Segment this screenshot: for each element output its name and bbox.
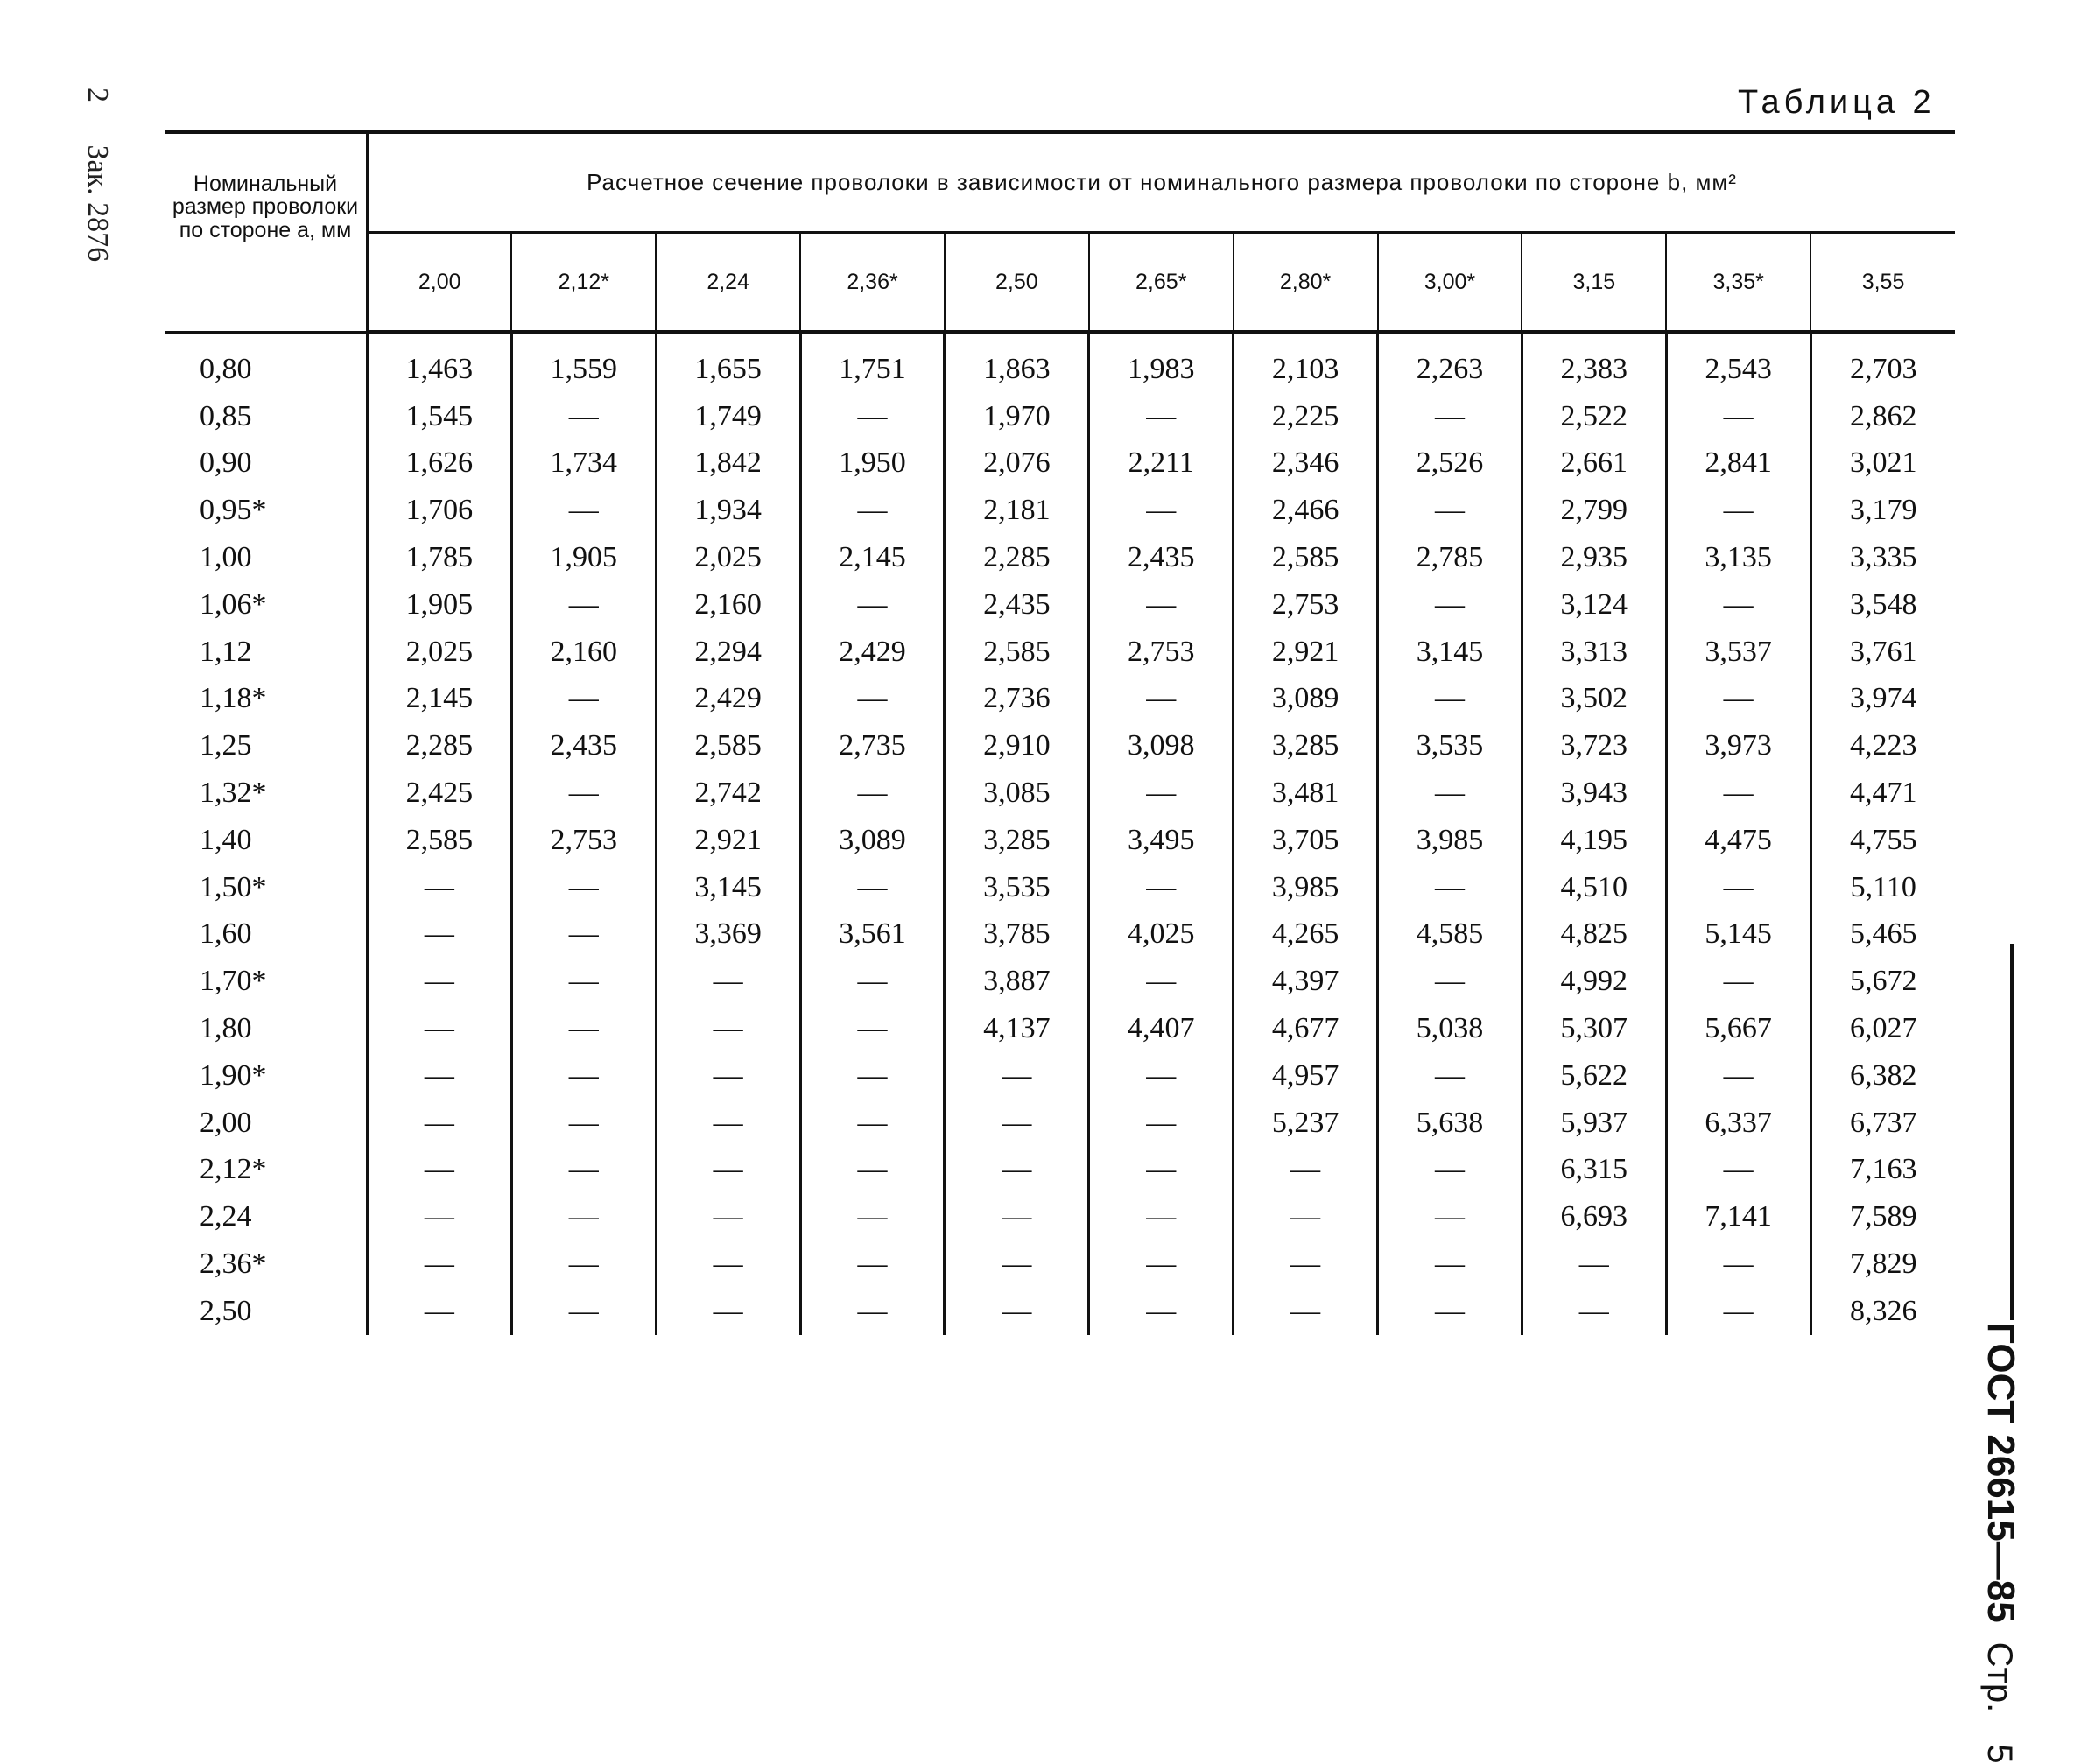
section-value: 2,799 (1522, 487, 1666, 534)
table-title: Таблица 2 (1738, 84, 1936, 121)
row-size-a: 1,80 (165, 1005, 368, 1052)
column-header: 3,00* (1378, 233, 1522, 333)
section-value: 3,124 (1522, 581, 1666, 629)
corner-header: Номинальный размер проволоки по стороне a, мм (165, 132, 368, 332)
section-value: 2,522 (1522, 393, 1666, 440)
section-value: 3,887 (945, 958, 1089, 1005)
section-value: — (1089, 676, 1234, 723)
section-value: — (1234, 1147, 1378, 1194)
column-header: 2,50 (945, 233, 1089, 333)
row-size-a: 1,90* (165, 1052, 368, 1100)
section-value: — (1666, 864, 1810, 911)
section-value: 2,435 (511, 722, 656, 770)
row-size-a: 1,60 (165, 911, 368, 959)
row-size-a: 2,24 (165, 1193, 368, 1240)
section-value: — (1378, 1193, 1522, 1240)
section-value: — (511, 487, 656, 534)
section-value: 1,905 (405, 587, 474, 621)
table-row (165, 1288, 1955, 1335)
section-value: 5,622 (1522, 1052, 1666, 1100)
section-value: — (511, 1052, 656, 1100)
table-row (165, 1100, 1955, 1147)
section-value: — (424, 917, 454, 951)
section-value: 2,429 (800, 629, 945, 676)
section-value: 4,585 (1378, 911, 1522, 959)
section-value: 4,957 (1234, 1052, 1378, 1100)
section-value: 2,435 (1089, 534, 1234, 581)
left-margin-annotation (81, 88, 114, 297)
section-value: 3,761 (1810, 629, 1955, 676)
table-row (165, 581, 1955, 629)
section-value: 3,021 (1810, 440, 1955, 488)
table-row (165, 629, 1955, 676)
section-value: 2,735 (800, 722, 945, 770)
table-row (165, 817, 1955, 864)
section-value: — (1089, 1147, 1234, 1194)
section-value: 1,655 (656, 332, 800, 393)
section-value: 3,335 (1810, 534, 1955, 581)
section-value: 3,502 (1522, 676, 1666, 723)
section-value: 5,038 (1378, 1005, 1522, 1052)
section-value: 3,285 (1234, 722, 1378, 770)
row-size-a: 0,80 (165, 332, 368, 393)
section-value: 6,693 (1522, 1193, 1666, 1240)
section-value: 4,677 (1234, 1005, 1378, 1052)
section-value: 5,638 (1378, 1100, 1522, 1147)
row-size-a: 2,36* (165, 1240, 368, 1288)
section-value: — (424, 1012, 454, 1045)
row-size-a: 1,32* (165, 770, 368, 817)
section-value: 1,751 (800, 332, 945, 393)
table-row (165, 864, 1955, 911)
row-size-a: 1,18* (165, 676, 368, 723)
section-value: — (1089, 958, 1234, 1005)
section-value: 2,160 (511, 629, 656, 676)
column-header: 2,00 (368, 233, 512, 333)
section-value: — (800, 958, 945, 1005)
section-value: — (424, 1153, 454, 1186)
table-row (165, 534, 1955, 581)
section-value: 2,585 (1234, 534, 1378, 581)
section-value: — (1666, 1240, 1810, 1288)
section-value: 5,237 (1234, 1100, 1378, 1147)
section-value: — (1234, 1240, 1378, 1288)
section-value: 2,736 (945, 676, 1089, 723)
section-value: — (800, 770, 945, 817)
section-value: — (800, 393, 945, 440)
section-value: — (1089, 1240, 1234, 1288)
section-value: 2,585 (945, 629, 1089, 676)
section-value: — (1378, 1288, 1522, 1335)
section-value: 3,537 (1666, 629, 1810, 676)
section-value: 5,465 (1810, 911, 1955, 959)
section-value: 1,785 (405, 541, 474, 574)
section-value: 3,723 (1522, 722, 1666, 770)
section-value: 3,089 (1234, 676, 1378, 723)
section-value: 1,983 (1089, 332, 1234, 393)
section-value: — (656, 1193, 800, 1240)
section-value: — (1666, 487, 1810, 534)
section-value: — (424, 1294, 454, 1327)
section-value: 4,223 (1810, 722, 1955, 770)
section-value: 7,589 (1810, 1193, 1955, 1240)
section-value: — (1378, 864, 1522, 911)
section-value: 3,145 (656, 864, 800, 911)
section-value: 4,397 (1234, 958, 1378, 1005)
section-value: 3,985 (1234, 864, 1378, 911)
section-value: — (1666, 1147, 1810, 1194)
section-value: 4,025 (1089, 911, 1234, 959)
section-value: 2,435 (945, 581, 1089, 629)
table-row (165, 911, 1955, 959)
section-value: — (1666, 393, 1810, 440)
table-row (165, 487, 1955, 534)
section-value: — (1522, 1288, 1666, 1335)
section-value: 4,755 (1810, 817, 1955, 864)
table-row (165, 770, 1955, 817)
table-row (165, 1240, 1955, 1288)
section-value: — (800, 1147, 945, 1194)
section-value: 2,935 (1522, 534, 1666, 581)
section-value: 3,481 (1234, 770, 1378, 817)
section-value: 2,425 (405, 777, 474, 810)
section-value: 3,285 (945, 817, 1089, 864)
section-value: — (1378, 770, 1522, 817)
section-value: — (511, 676, 656, 723)
section-value: — (511, 1288, 656, 1335)
section-value: — (656, 958, 800, 1005)
section-value: 2,346 (1234, 440, 1378, 488)
section-value: — (1666, 581, 1810, 629)
section-value: 1,734 (511, 440, 656, 488)
section-value: 2,145 (800, 534, 945, 581)
section-value: 4,992 (1522, 958, 1666, 1005)
section-value: 2,383 (1522, 332, 1666, 393)
column-header: 2,65* (1089, 233, 1234, 333)
section-value: — (1089, 770, 1234, 817)
section-value: 2,753 (1089, 629, 1234, 676)
section-value: — (656, 1052, 800, 1100)
section-value: 6,737 (1810, 1100, 1955, 1147)
section-value: — (945, 1240, 1089, 1288)
section-value: 2,076 (945, 440, 1089, 488)
section-value: — (656, 1100, 800, 1147)
section-value: — (800, 1005, 945, 1052)
section-value: 2,921 (656, 817, 800, 864)
section-value: 3,974 (1810, 676, 1955, 723)
section-value: 2,285 (405, 729, 474, 763)
section-value: — (1666, 1052, 1810, 1100)
table-row (165, 1147, 1955, 1194)
section-value: 2,526 (1378, 440, 1522, 488)
page-number-right: 5 (1980, 1744, 2019, 1764)
section-value: 1,749 (656, 393, 800, 440)
section-value: — (800, 1240, 945, 1288)
row-size-a: 2,12* (165, 1147, 368, 1194)
section-value: 5,145 (1666, 911, 1810, 959)
row-size-a: 0,90 (165, 440, 368, 488)
section-value: 3,985 (1378, 817, 1522, 864)
section-value: 3,369 (656, 911, 800, 959)
margin-rule (2010, 944, 2014, 1320)
section-value: — (800, 487, 945, 534)
section-value: — (945, 1052, 1089, 1100)
section-value: — (511, 770, 656, 817)
table-row (165, 676, 1955, 723)
section-value: 3,085 (945, 770, 1089, 817)
section-value: — (1089, 581, 1234, 629)
section-value: 1,706 (405, 494, 474, 527)
table-row (165, 332, 1955, 393)
section-value: 5,110 (1810, 864, 1955, 911)
table-row (165, 1005, 1955, 1052)
section-value: 3,973 (1666, 722, 1810, 770)
column-header: 3,15 (1522, 233, 1666, 333)
section-value: 7,141 (1666, 1193, 1810, 1240)
section-value: 2,841 (1666, 440, 1810, 488)
section-value: — (656, 1147, 800, 1194)
section-value: 4,471 (1810, 770, 1955, 817)
row-size-a: 1,70* (165, 958, 368, 1005)
section-value: — (1378, 393, 1522, 440)
section-value: — (511, 581, 656, 629)
column-header: 3,35* (1666, 233, 1810, 333)
row-size-a: 1,40 (165, 817, 368, 864)
section-value: 3,943 (1522, 770, 1666, 817)
section-value: 2,181 (945, 487, 1089, 534)
section-value: 2,429 (656, 676, 800, 723)
section-value: 5,667 (1666, 1005, 1810, 1052)
section-value: — (800, 1052, 945, 1100)
section-value: 1,545 (405, 399, 474, 432)
section-value: — (1089, 1288, 1234, 1335)
section-value: — (511, 1240, 656, 1288)
section-value: 1,626 (405, 446, 474, 480)
section-value: — (1089, 1193, 1234, 1240)
section-value: 2,025 (405, 635, 474, 668)
section-value: 3,561 (800, 911, 945, 959)
section-value: 3,313 (1522, 629, 1666, 676)
section-value: 5,307 (1522, 1005, 1666, 1052)
section-value: 4,475 (1666, 817, 1810, 864)
section-value: — (945, 1100, 1089, 1147)
section-value: — (1378, 676, 1522, 723)
section-value: 3,705 (1234, 817, 1378, 864)
section-value: 4,265 (1234, 911, 1378, 959)
section-value: 3,098 (1089, 722, 1234, 770)
section-value: — (1234, 1288, 1378, 1335)
section-value: — (800, 1288, 945, 1335)
section-value: — (1666, 958, 1810, 1005)
row-size-a: 1,06* (165, 581, 368, 629)
section-value: 2,294 (656, 629, 800, 676)
wire-section-table (165, 130, 1955, 1335)
row-size-a: 1,25 (165, 722, 368, 770)
section-value: 2,211 (1089, 440, 1234, 488)
section-value: — (800, 1100, 945, 1147)
section-value: 2,160 (656, 581, 800, 629)
section-value: — (1089, 1100, 1234, 1147)
section-value: — (800, 864, 945, 911)
table-row (165, 1052, 1955, 1100)
section-value: 4,195 (1522, 817, 1666, 864)
section-value: 6,382 (1810, 1052, 1955, 1100)
section-value: 1,559 (511, 332, 656, 393)
section-value: — (800, 581, 945, 629)
section-value: 2,703 (1810, 332, 1955, 393)
row-size-a: 0,95* (165, 487, 368, 534)
page-label: Стр. (1980, 1641, 2019, 1713)
section-value: — (656, 1005, 800, 1052)
column-header: 3,55 (1810, 233, 1955, 333)
section-value: — (1666, 770, 1810, 817)
section-value: 3,495 (1089, 817, 1234, 864)
section-value: 3,145 (1378, 629, 1522, 676)
column-header: 2,36* (800, 233, 945, 333)
section-value: 2,585 (405, 823, 474, 856)
section-value: 3,548 (1810, 581, 1955, 629)
section-value: 3,179 (1810, 487, 1955, 534)
column-header-row (165, 233, 1955, 333)
section-value: 3,535 (1378, 722, 1522, 770)
section-value: — (1234, 1193, 1378, 1240)
section-value: 2,145 (405, 682, 474, 715)
span-header: Расчетное сечение проволоки в зависимости от номинального размера проволоки по стороне b, мм² (368, 132, 1956, 233)
section-value: 4,510 (1522, 864, 1666, 911)
section-value: — (424, 1106, 454, 1139)
section-value: — (1666, 676, 1810, 723)
section-value: 2,921 (1234, 629, 1378, 676)
section-value: — (511, 1005, 656, 1052)
section-value: — (424, 1058, 454, 1092)
section-value: 5,937 (1522, 1100, 1666, 1147)
section-value: 1,970 (945, 393, 1089, 440)
section-value: — (511, 1147, 656, 1194)
standard-number: ГОСТ 26615—85 (1979, 1322, 2022, 1623)
section-value: 2,466 (1234, 487, 1378, 534)
section-value: 2,785 (1378, 534, 1522, 581)
section-value: 1,863 (945, 332, 1089, 393)
section-value: 2,025 (656, 534, 800, 581)
page-number-left: 2 (81, 88, 114, 102)
section-value: 2,543 (1666, 332, 1810, 393)
section-value: — (1378, 1240, 1522, 1288)
section-value: 6,027 (1810, 1005, 1955, 1052)
section-value: 2,742 (656, 770, 800, 817)
section-value: — (511, 1100, 656, 1147)
section-value: 2,103 (1234, 332, 1378, 393)
section-value: — (656, 1240, 800, 1288)
section-value: — (1666, 1288, 1810, 1335)
section-value: 4,137 (945, 1005, 1089, 1052)
section-value: — (1378, 487, 1522, 534)
section-value: — (1378, 581, 1522, 629)
table-row (165, 393, 1955, 440)
section-value: 2,585 (656, 722, 800, 770)
section-value: — (424, 870, 454, 903)
section-value: 7,163 (1810, 1147, 1955, 1194)
section-value: — (511, 1193, 656, 1240)
section-value: — (656, 1288, 800, 1335)
row-size-a: 1,50* (165, 864, 368, 911)
section-value: 3,785 (945, 911, 1089, 959)
section-value: 3,135 (1666, 534, 1810, 581)
section-value: 1,842 (656, 440, 800, 488)
section-value: 1,950 (800, 440, 945, 488)
column-header: 2,80* (1234, 233, 1378, 333)
section-value: — (1378, 958, 1522, 1005)
section-value: 3,535 (945, 864, 1089, 911)
section-value: 2,910 (945, 722, 1089, 770)
section-value: — (1378, 1147, 1522, 1194)
section-value: 2,263 (1378, 332, 1522, 393)
section-value: — (945, 1288, 1089, 1335)
table-row (165, 440, 1955, 488)
row-size-a: 2,00 (165, 1100, 368, 1147)
section-value: 2,285 (945, 534, 1089, 581)
section-value: 1,905 (511, 534, 656, 581)
section-value: — (800, 1193, 945, 1240)
section-value: 2,225 (1234, 393, 1378, 440)
section-value: — (945, 1147, 1089, 1194)
table-row (165, 1193, 1955, 1240)
section-value: — (1089, 393, 1234, 440)
row-size-a: 0,85 (165, 393, 368, 440)
section-value: — (945, 1193, 1089, 1240)
section-value: — (1089, 864, 1234, 911)
column-header: 2,12* (511, 233, 656, 333)
section-value: 8,326 (1810, 1288, 1955, 1335)
section-value: — (511, 958, 656, 1005)
column-header: 2,24 (656, 233, 800, 333)
section-value: 1,463 (405, 352, 474, 385)
row-size-a: 1,12 (165, 629, 368, 676)
table-body (165, 332, 1955, 1335)
section-value: — (1089, 487, 1234, 534)
section-value: — (1089, 1052, 1234, 1100)
section-value: — (511, 864, 656, 911)
section-value: 3,089 (800, 817, 945, 864)
section-value: 6,315 (1522, 1147, 1666, 1194)
section-value: 7,829 (1810, 1240, 1955, 1288)
section-value: 4,407 (1089, 1005, 1234, 1052)
section-value: 2,862 (1810, 393, 1955, 440)
section-value: 5,672 (1810, 958, 1955, 1005)
right-margin-annotation (1979, 1322, 2022, 1764)
section-value: — (800, 676, 945, 723)
section-value: 6,337 (1666, 1100, 1810, 1147)
table-row (165, 722, 1955, 770)
section-value: 2,661 (1522, 440, 1666, 488)
section-value: — (1378, 1052, 1522, 1100)
section-value: 2,753 (511, 817, 656, 864)
section-value: 4,825 (1522, 911, 1666, 959)
section-value: — (511, 393, 656, 440)
section-value: — (424, 1200, 454, 1233)
section-value: — (424, 1247, 454, 1281)
order-number: Зак. 2876 (81, 144, 114, 263)
section-value: — (511, 911, 656, 959)
table-row (165, 958, 1955, 1005)
section-value: 2,753 (1234, 581, 1378, 629)
section-value: 1,934 (656, 487, 800, 534)
section-value: — (1522, 1240, 1666, 1288)
row-size-a: 1,00 (165, 534, 368, 581)
row-size-a: 2,50 (165, 1288, 368, 1335)
section-value: — (424, 965, 454, 998)
